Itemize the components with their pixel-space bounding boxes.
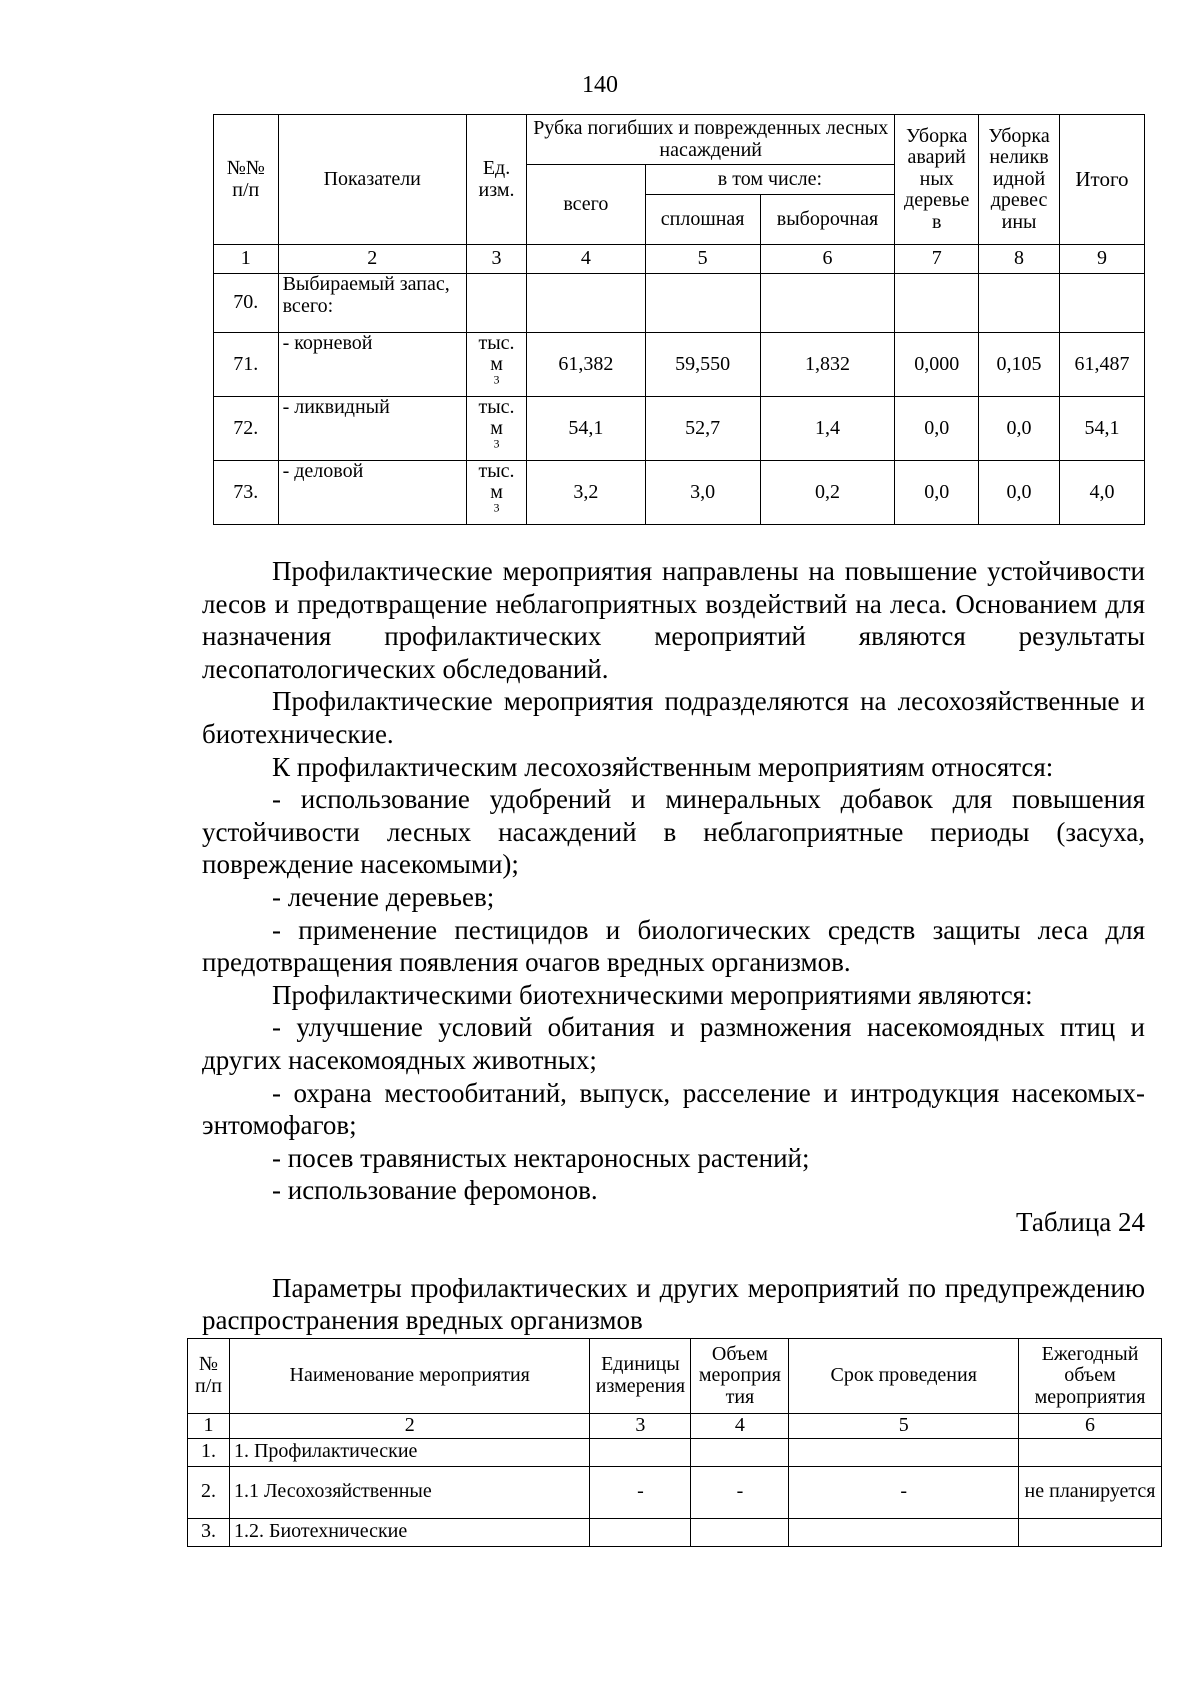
header-name: Наименование мероприятия	[229, 1339, 589, 1414]
paragraph: - посев травянистых нектароносных растений;	[272, 1142, 810, 1173]
header-total-all: всего	[527, 165, 645, 245]
colnum: 9	[1059, 245, 1144, 274]
column-number-row	[188, 1414, 1162, 1439]
row-name: 1.1 Лесохозяйственные	[229, 1466, 589, 1518]
row-volume: -	[691, 1466, 789, 1518]
row-number: 71.	[214, 333, 279, 397]
row-value: 0,0	[895, 397, 979, 461]
row-value: 0,105	[979, 333, 1060, 397]
colnum: 7	[895, 245, 979, 274]
header-emergency: Уборка аварий ных деревье в	[895, 115, 979, 245]
unit-line	[470, 354, 523, 396]
colnum: 2	[278, 245, 466, 274]
unit-line	[470, 482, 523, 524]
table-row	[188, 1438, 1162, 1466]
row-value	[1059, 274, 1144, 333]
paragraph: К профилактическим лесохозяйственным мероприятиям относятся:	[272, 751, 1054, 782]
header-selective: выборочная	[760, 195, 895, 245]
row-term	[789, 1438, 1019, 1466]
header-incl: в том числе:	[645, 165, 895, 195]
felling-volume-table	[213, 114, 1145, 525]
row-value	[895, 274, 979, 333]
colnum: 3	[590, 1414, 691, 1439]
table-row	[188, 1518, 1162, 1546]
row-indicator: Выбираемый запас, всего:	[278, 274, 466, 333]
row-value	[979, 274, 1060, 333]
header-sum: Итого	[1059, 115, 1144, 245]
row-name: 1.2. Биотехнические	[229, 1518, 589, 1546]
colnum: 3	[466, 245, 526, 274]
table-row	[214, 274, 1145, 333]
row-number: 1.	[188, 1438, 230, 1466]
row-number: 2.	[188, 1466, 230, 1518]
row-unit: -	[590, 1466, 691, 1518]
header-annual: Ежегодный объем мероприятия	[1019, 1339, 1162, 1414]
row-term: -	[789, 1466, 1019, 1518]
unit-exponent: 3	[493, 436, 500, 451]
row-value: 54,1	[1059, 397, 1144, 461]
row-value: 54,1	[527, 397, 645, 461]
row-annual: не планируется	[1019, 1466, 1162, 1518]
row-value: 0,2	[760, 461, 895, 525]
paragraph: - охрана местообитаний, выпуск, расселение и интродукция насекомых-энтомофагов;	[202, 1077, 1145, 1141]
paragraph: - использование феромонов.	[272, 1175, 598, 1206]
colnum: 2	[229, 1414, 589, 1439]
colnum: 5	[789, 1414, 1019, 1439]
unit-exponent: 3	[493, 372, 500, 387]
row-annual	[1019, 1438, 1162, 1466]
colnum: 6	[1019, 1414, 1162, 1439]
row-indicator: - корневой	[278, 333, 466, 397]
row-value: 0,0	[979, 461, 1060, 525]
row-indicator: - деловой	[278, 461, 466, 525]
page-number: 140	[582, 72, 618, 98]
row-annual	[1019, 1518, 1162, 1546]
header-clear: сплошная	[645, 195, 760, 245]
measures-table	[187, 1338, 1162, 1547]
header-term: Срок проведения	[789, 1339, 1019, 1414]
row-number: 73.	[214, 461, 279, 525]
row-unit	[590, 1438, 691, 1466]
unit-base: м	[490, 481, 503, 503]
body-text	[202, 555, 1145, 1207]
table-caption: Параметры профилактических и других мероприятий по предупреждению распространения вредных организмов	[202, 1273, 1145, 1335]
row-indicator: - ликвидный	[278, 397, 466, 461]
colnum: 4	[691, 1414, 789, 1439]
row-value: 1,4	[760, 397, 895, 461]
row-value: 61,487	[1059, 333, 1144, 397]
header-volume: Объем мероприя тия	[691, 1339, 789, 1414]
row-value	[760, 274, 895, 333]
row-number: 3.	[188, 1518, 230, 1546]
unit-line: тыс.	[478, 332, 515, 354]
unit-line	[470, 418, 523, 460]
row-name: 1. Профилактические	[229, 1438, 589, 1466]
row-value: 3,2	[527, 461, 645, 525]
row-value: 59,550	[645, 333, 760, 397]
row-value: 0,000	[895, 333, 979, 397]
row-unit	[466, 461, 526, 525]
colnum: 1	[214, 245, 279, 274]
colnum: 6	[760, 245, 895, 274]
row-unit	[466, 274, 526, 333]
paragraph: - лечение деревьев;	[272, 881, 495, 912]
unit-exponent: 3	[493, 500, 500, 515]
row-value: 61,382	[527, 333, 645, 397]
paragraph: - улучшение условий обитания и размножения насекомоядных птиц и других насекомоядных животных;	[202, 1012, 1145, 1075]
table-row	[214, 461, 1145, 525]
column-number-row	[214, 245, 1145, 274]
unit-line: тыс.	[478, 460, 515, 482]
row-value: 0,0	[979, 397, 1060, 461]
header-unit: Единицы измерения	[590, 1339, 691, 1414]
row-value	[527, 274, 645, 333]
row-value: 1,832	[760, 333, 895, 397]
row-volume	[691, 1518, 789, 1546]
row-unit	[466, 333, 526, 397]
unit-line: тыс.	[478, 396, 515, 418]
table-row	[214, 397, 1145, 461]
paragraph: Профилактические мероприятия направлены на повышение устойчивости лесов и предотвращение неблагоприятных воздействий на леса. Основанием для назначения профилактических мероприятий являются результаты лесопатологических обследований.	[202, 556, 1145, 684]
row-value: 0,0	[895, 461, 979, 525]
table-label: Таблица 24	[1016, 1207, 1145, 1237]
row-unit	[466, 397, 526, 461]
header-unit: Ед. изм.	[466, 115, 526, 245]
header-num: №№ п/п	[214, 115, 279, 245]
row-value: 52,7	[645, 397, 760, 461]
colnum: 1	[188, 1414, 230, 1439]
colnum: 5	[645, 245, 760, 274]
header-indicator: Показатели	[278, 115, 466, 245]
header-num: № п/п	[188, 1339, 230, 1414]
table-row	[214, 333, 1145, 397]
colnum: 8	[979, 245, 1060, 274]
paragraph: Профилактические мероприятия подразделяются на лесохозяйственные и биотехнические.	[202, 686, 1145, 749]
unit-base: м	[490, 417, 503, 439]
colnum: 4	[527, 245, 645, 274]
row-term	[789, 1518, 1019, 1546]
row-value: 3,0	[645, 461, 760, 525]
paragraph: - применение пестицидов и биологических средств защиты леса для предотвращения появления очагов вредных организмов.	[202, 914, 1145, 978]
table-row	[188, 1466, 1162, 1518]
header-illiquid: Уборка неликв идной древес ины	[979, 115, 1060, 245]
row-volume	[691, 1438, 789, 1466]
unit-base: м	[490, 353, 503, 375]
paragraph: Профилактическими биотехническими мероприятиями являются:	[272, 979, 1033, 1010]
row-value	[645, 274, 760, 333]
row-number: 72.	[214, 397, 279, 461]
header-felling-group: Рубка погибших и поврежденных лесных насаждений	[527, 115, 895, 165]
row-number: 70.	[214, 274, 279, 333]
paragraph: - использование удобрений и минеральных добавок для повышения устойчивости лесных насаждений в неблагоприятные периоды (засуха, повреждение насекомыми);	[202, 784, 1145, 880]
row-value: 4,0	[1059, 461, 1144, 525]
row-unit	[590, 1518, 691, 1546]
